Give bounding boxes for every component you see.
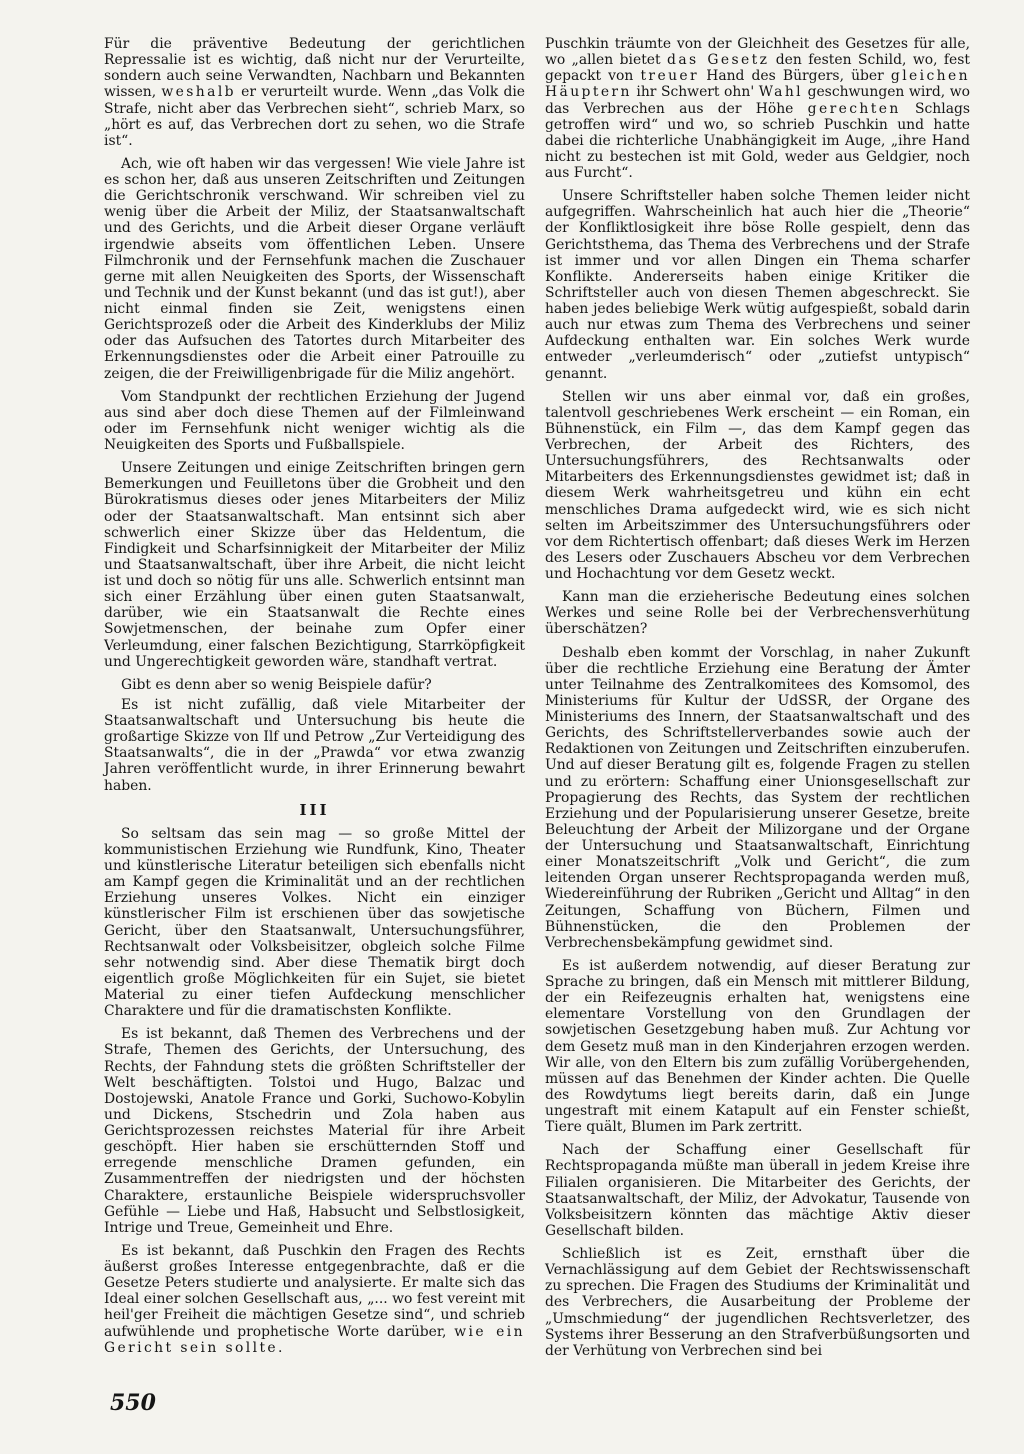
paragraph: Stellen wir uns aber einmal vor, daß ein großes, talentvoll geschriebenes Werk erscheint — ein Roman, ein Bühnenstück, ein Film —, das dem Kampf gegen das Verbrechen, der Arbeit des Richters, des Untersuchungsführers, des Rechtsanwalts oder Mitarbeiters des Erkennungsdienstes gewidmet ist; daß in diesem Werk wahrheitsgetreu und kühn ein echt menschliches Drama aufgedeckt wird, wie es sich nicht selten im Arbeitszimmer des Untersuchungsführers oder vor dem Richtertisch offenbart; daß dieses Werk im Herzen des Lesers oder Zuschauers Abscheu vor dem Verbrechen und Hochachtung vor dem Gesetz weckt. bbox=[545, 388, 970, 582]
paragraph: Es ist bekannt, daß Themen des Verbrechens und der Strafe, Themen des Gerichts, der Untersuchung, des Rechts, der Fahndung stets die größten Schriftsteller der Welt beschäftigten. Tolstoi und Hugo, Balzac und Dostojewski, Anatole France und Gorki, Suchowo-Kobylin und Dickens, Stschedrin und Zola haben aus Gerichtsprozessen reichstes Material für ihre Arbeit geschöpft. Hier haben sie erschütternden Stoff und erregende menschliche Dramen gefunden, ein Zusammentreffen der niedrigsten und der höchsten Charaktere, erstaunliche Beispiele widerspruchsvoller Gefühle — Liebe und Haß, Habsucht und Selbstlosigkeit, Intrige und Treue, Gemeinheit und Ehre. bbox=[104, 1026, 525, 1236]
paragraph: Für die präventive Bedeutung der gerichtlichen Repressalie ist es wichtig, daß nicht nur der Verurteilte, sondern auch seine Verwandten, Nachbarn und Bekannten wissen, weshalb er verurteilt wurde. Wenn „das Volk die Strafe, nicht aber das Verbrechen sieht“, schrieb Marx, so „hört es auf, das Verbrechen dort zu sehen, wo die Strafe ist“. bbox=[104, 36, 525, 149]
paragraph: Ach, wie oft haben wir das vergessen! Wie viele Jahre ist es schon her, daß aus unseren Zeitschriften und Zeitungen die Gerichtschronik verschwand. Wir schreiben viel zu wenig über die Arbeit der Miliz, der Staatsanwaltschaft und des Gerichts, und die Arbeit dieser Organe verläuft irgendwie abseits vom öffentlichen Leben. Unsere Filmchronik und der Fernsehfunk machen die Zuschauer gerne mit allen Neuigkeiten des Sports, der Wissenschaft und Technik und der Kunst bekannt (und das ist gut!), aber nicht einmal finden sie Zeit, wenigstens einen Gerichtsprozeß oder die Arbeit des Kinderklubs der Miliz oder das Aufsuchen des Tatortes durch Mitarbeiter des Erkennungsdienstes oder die Arbeit einer Patrouille zu zeigen, die der Freiwilligenbrigade für die Miliz angehört. bbox=[104, 155, 525, 382]
left-column bbox=[104, 36, 525, 1363]
paragraph: Puschkin träumte von der Gleichheit des Gesetzes für alle, wo „allen bietet das Gesetz den festen Schild, wo, fest gepackt von treuer Hand des Bürgers, über gleichen Häuptern ihr Schwert ohn' Wahl geschwungen wird, wo das Verbrechen aus der Höhe gerechten Schlags getroffen wird“ und wo, so schrieb Puschkin und hatte dabei die richterliche Unabhängigkeit im Auge, „ihre Hand nicht zu bestechen ist mit Gold, weder aus Geldgier, noch aus Furcht“. bbox=[545, 36, 970, 181]
paragraph: Es ist bekannt, daß Puschkin den Fragen des Rechts äußerst großes Interesse entgegenbrachte, daß er die Gesetze Peters studierte und analysierte. Er malte sich das Ideal einer solchen Gesellschaft aus, „... wo fest vereint mit heil'ger Freiheit die mächtigen Gesetze sind“, und schrieb aufwühlende und prophetische Worte darüber, wie ein Gericht sein sollte. bbox=[104, 1242, 525, 1356]
right-column bbox=[545, 36, 970, 1366]
paragraph: Unsere Zeitungen und einige Zeitschriften bringen gern Bemerkungen und Feuilletons über die Grobheit und den Bürokratismus dieses oder jenes Mitarbeiters der Miliz oder der Staatsanwaltschaft. Man entsinnt sich aber schwerlich einer Skizze über das Heldentum, die Findigkeit und Scharfsinnigkeit der Mitarbeiter der Miliz und Staatsanwaltschaft, über ihre Arbeit, die nicht leicht ist und doch so nötig für uns alle. Schwerlich entsinnt man sich einer Erzählung über einen guten Staatsanwalt, darüber, wie ein Staatsanwalt die Rechte eines Sowjetmenschen, der beinahe zum Opfer einer Verleumdung, einer falschen Bezichtigung, Starrköpfigkeit und Ungerechtigkeit geworden wäre, standhaft vertrat. bbox=[104, 460, 525, 670]
paragraph: Es ist außerdem notwendig, auf dieser Beratung zur Sprache zu bringen, daß ein Mensch mit mittlerer Bildung, der ein Reifezeugnis erhalten hat, wenigstens eine elementare Vorstellung von den Grundlagen der sowjetischen Gesetzgebung haben muß. Zur Achtung vor dem Gesetz muß man in den Kinderjahren erzogen werden. Wir alle, von den Eltern bis zum zufällig Vorübergehenden, müssen auf das Benehmen der Kinder achten. Die Quelle des Rowdytums liegt bereits darin, daß ein Junge ungestraft mit einem Katapult auf ein Fenster schießt, Tiere quält, Blumen im Park zertritt. bbox=[545, 957, 970, 1136]
section-heading: III bbox=[299, 800, 330, 819]
paragraph: Schließlich ist es Zeit, ernsthaft über die Vernachlässigung auf dem Gebiet der Rechtswissenschaft zu sprechen. Die Fragen des Studiums der Kriminalität und des Verbrechers, die Ausarbeitung der Probleme der „Umschmiedung“ der jugendlichen Rechtsverletzer, des Systems ihrer Besserung an den Strafverbüßungsorten und der Verhütung von Verbrechen sind bei bbox=[545, 1246, 970, 1359]
paragraph: So seltsam das sein mag — so große Mittel der kommunistischen Erziehung wie Rundfunk, Kino, Theater und künstlerische Literatur beteiligen sich ebenfalls nicht am Kampf gegen die Kriminalität und an der rechtlichen Erziehung unseres Volkes. Nicht ein einziger künstlerischer Film ist erschienen über das sowjetische Gericht, über den Staatsanwalt, Untersuchungsführer, Rechtsanwalt oder Volksbeisitzer, obgleich solche Filme sehr notwendig sind. Aber diese Thematik birgt doch eigentlich große Möglichkeiten für ein Sujet, sie bietet Material zu einer tiefen Aufdeckung menschlicher Charaktere und für die dramatischsten Konflikte. bbox=[104, 825, 525, 1020]
paragraph: Gibt es denn aber so wenig Beispiele dafür? bbox=[121, 676, 432, 693]
paragraph: Vom Standpunkt der rechtlichen Erziehung der Jugend aus sind aber doch diese Themen auf der Filmleinwand oder im Fernsehfunk nicht weniger wichtig als die Neuigkeiten des Sports und Fußballspiele. bbox=[104, 388, 525, 453]
paragraph: Unsere Schriftsteller haben solche Themen leider nicht aufgegriffen. Wahrscheinlich hat auch hier die „Theorie“ der Konfliktlosigkeit ihre böse Rolle gespielt, denn das Gerichtsthema, das Thema des Verbrechens und der Strafe ist immer und vor allen Dingen ein Thema scharfer Konflikte. Andererseits haben einige Kritiker die Schriftsteller auch von diesen Themen abgeschreckt. Sie haben jedes beliebige Werk wütig aufgespießt, sobald darin auch nur etwas zum Thema des Verbrechens und seiner Aufdeckung enthalten war. Ein solches Werk wurde entweder „verleumderisch“ oder „zutiefst untypisch“ genannt. bbox=[545, 188, 970, 382]
paragraph: Es ist nicht zufällig, daß viele Mitarbeiter der Staatsanwaltschaft und Untersuchung bis heute die großartige Skizze von Ilf und Petrow „Zur Verteidigung des Staatsanwalts“, die in der „Prawda“ vor etwa zwanzig Jahren veröffentlicht wurde, in ihrer Erinnerung bewahrt haben. bbox=[104, 696, 525, 794]
paragraph: Deshalb eben kommt der Vorschlag, in naher Zukunft über die rechtliche Erziehung eine Beratung der Ämter unter Teilnahme des Zentralkomitees des Komsomol, des Ministeriums für Kultur der UdSSR, der Organe des Ministeriums des Innern, der Staatsanwaltschaft und des Gerichts, des Schriftstellerverbandes sowie auch der Redaktionen von Zeitungen und Zeitschriften einzuberufen. Und auf dieser Beratung gilt es, folgende Fragen zu stellen und zu erörtern: Schaffung einer Unionsgesellschaft zur Propagierung des Rechts, das System der rechtlichen Erziehung und der Popularisierung unserer Gesetze, breite Beleuchtung der Arbeit der Milizorgane und der Organe der Untersuchung und Staatsanwaltschaft, Einrichtung einer Monatszeitschrift „Volk und Gericht“, die zum leitenden Organ unserer Rechtspropaganda werden muß, Wiedereinführung der Rubriken „Gericht und Alltag“ in den Zeitungen, Schaffung von Büchern, Filmen und Bühnenstücken, die den Problemen der Verbrechensbekämpfung gewidmet sind. bbox=[545, 644, 970, 951]
paragraph: Kann man die erzieherische Bedeutung eines solchen Werkes und seine Rolle bei der Verbrechensverhütung überschätzen? bbox=[545, 589, 970, 638]
paragraph: Nach der Schaffung einer Gesellschaft für Rechtspropaganda müßte man überall in jedem Kreise ihre Filialen organisieren. Die Mitarbeiter des Gerichts, der Staatsanwaltschaft, der Miliz, der Advokatur, Tausende von Volksbeisitzern könnten das mächtige Aktiv dieser Gesellschaft bilden. bbox=[545, 1142, 970, 1239]
page-number: 550 bbox=[110, 1390, 156, 1416]
